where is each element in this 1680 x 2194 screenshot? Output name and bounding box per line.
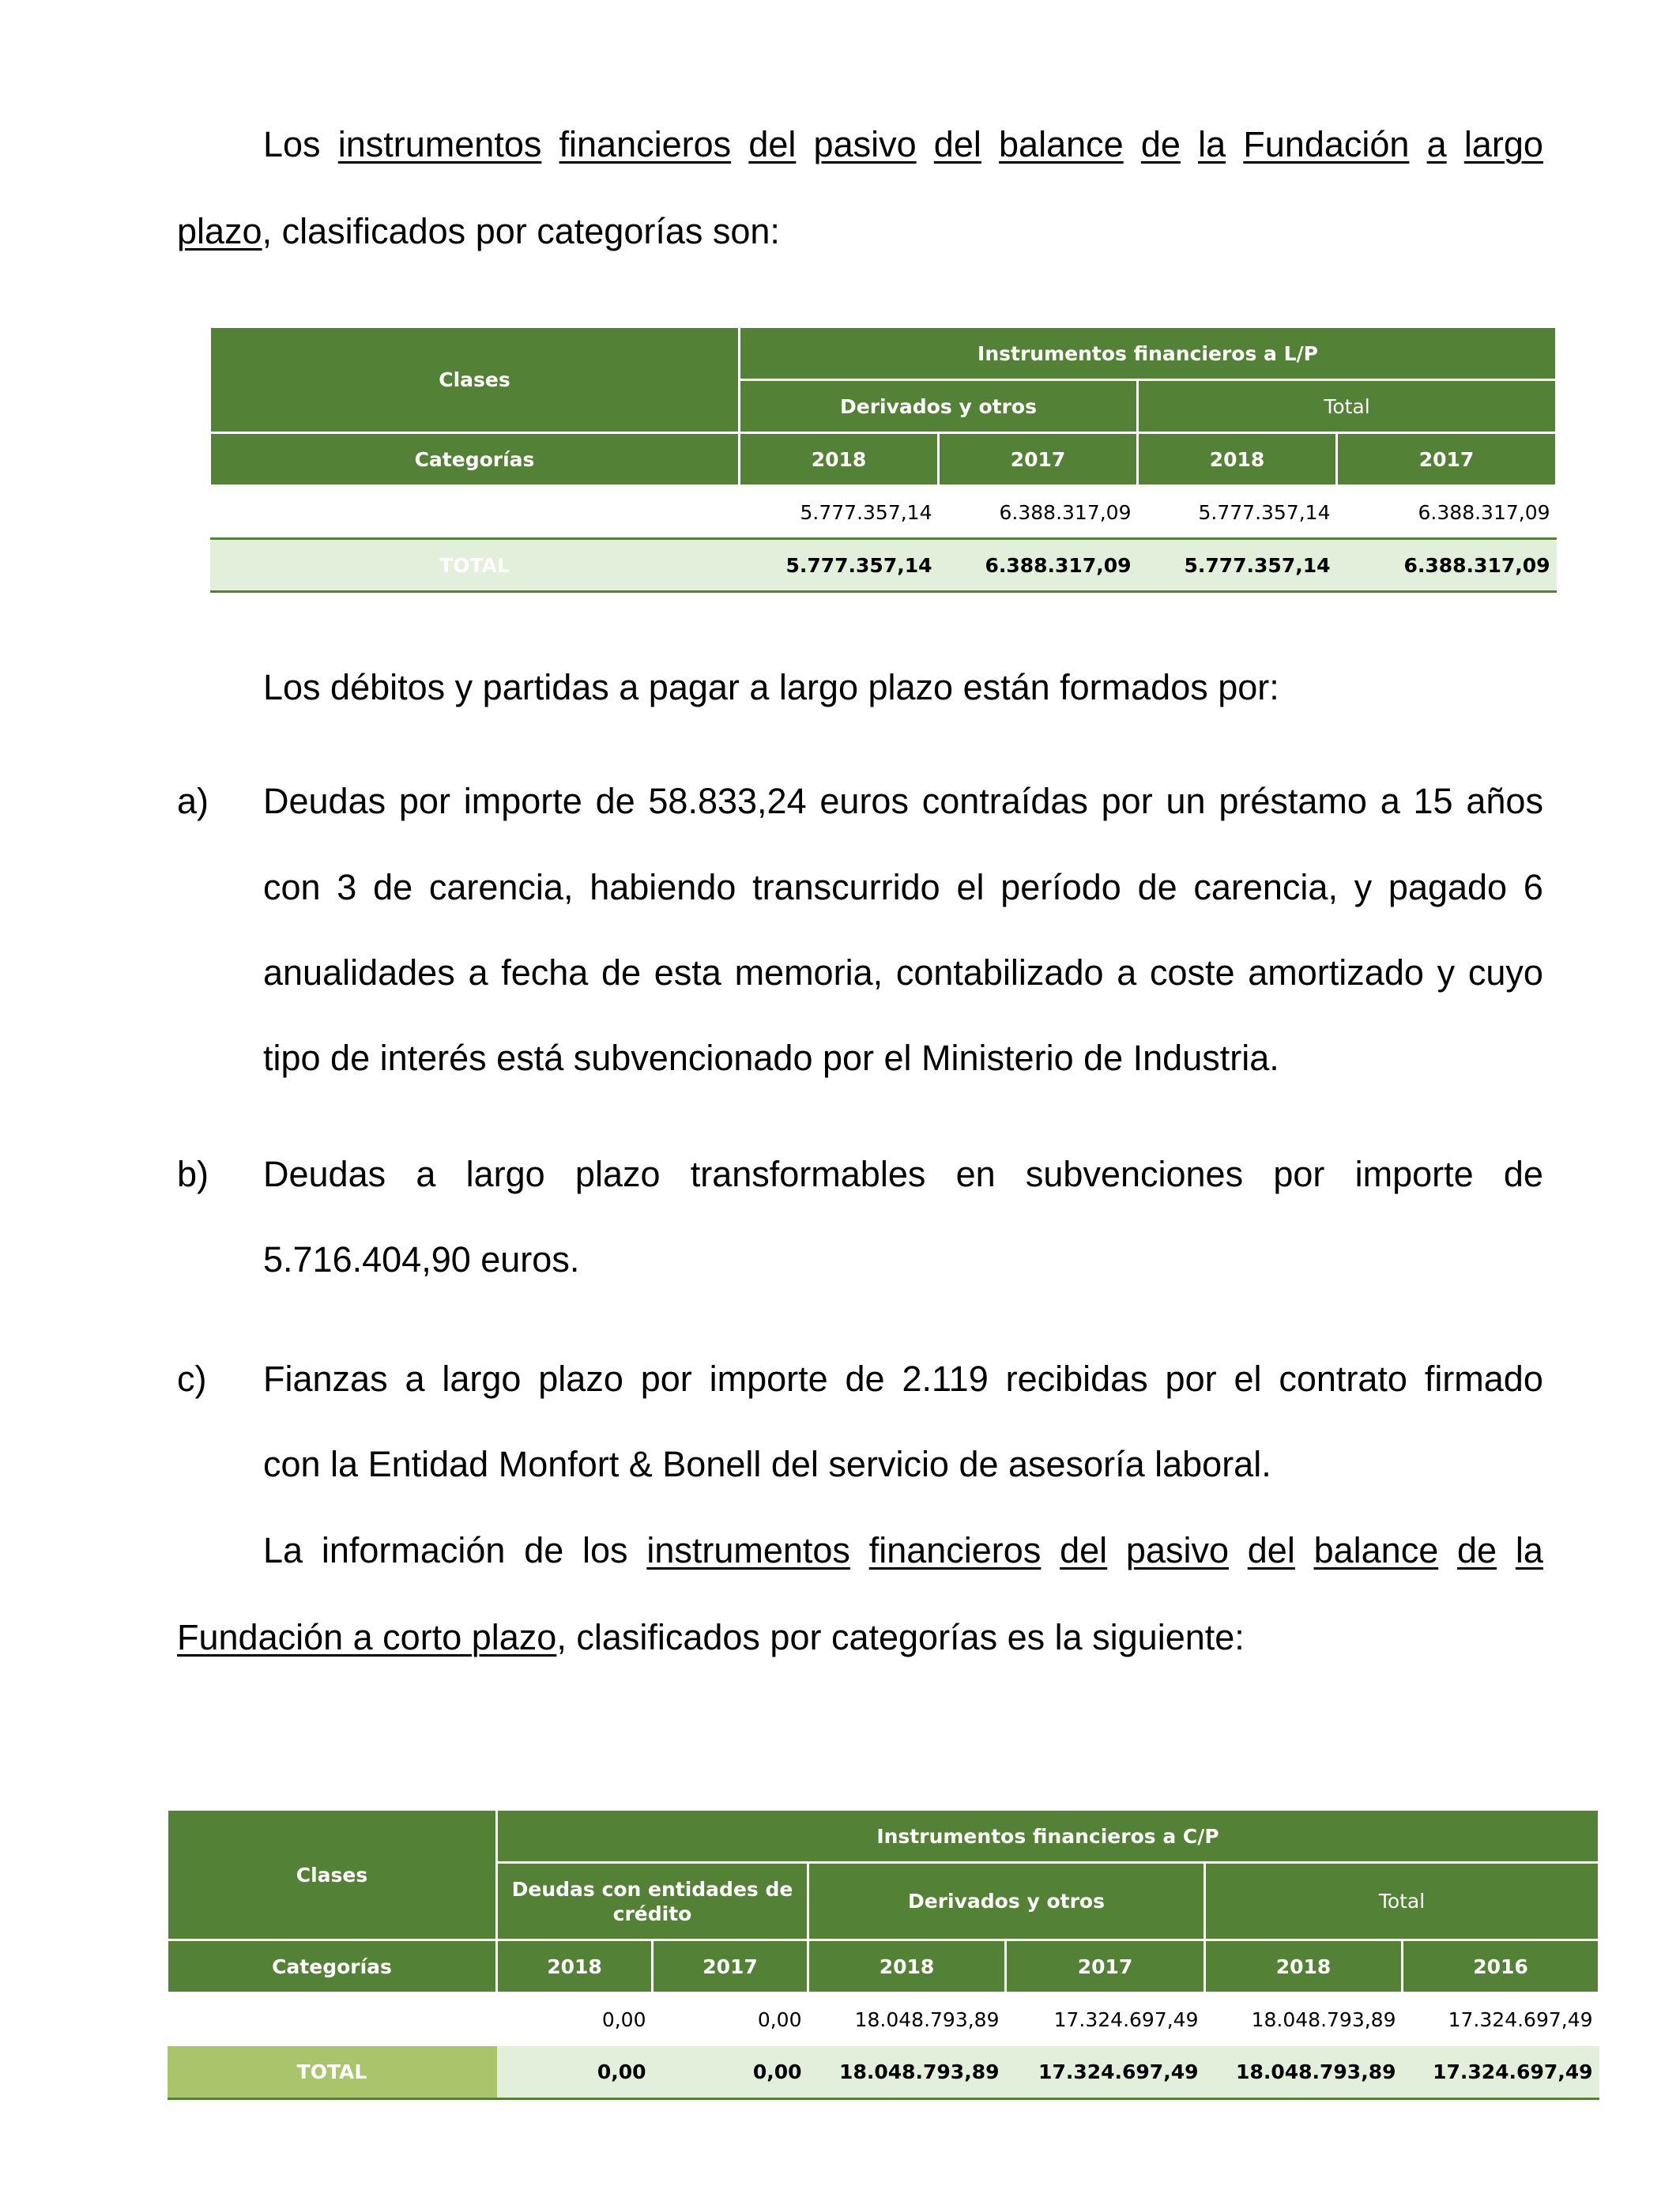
word: La (263, 1530, 303, 1570)
word: fecha (501, 952, 589, 993)
word: coste (1149, 952, 1235, 993)
word: Deudas (263, 1154, 386, 1194)
table-lp-group-title: Instrumentos financieros a L/P (740, 327, 1557, 380)
table-cell: 5.777.357,14 (1138, 486, 1337, 539)
word: carencia, (428, 867, 574, 907)
item-b-marker: b) (177, 1154, 209, 1194)
table-cell: 0,00 (757, 2008, 802, 2032)
table-cell: 18.048.793,89 (808, 2046, 1006, 2099)
table-cp (166, 1808, 1600, 2100)
word: Deudas (263, 781, 386, 821)
table-cell: 6.388.317,09 (939, 539, 1138, 592)
word: de (524, 1530, 564, 1570)
word: subvenciones (1025, 1154, 1244, 1194)
word: a (468, 952, 488, 993)
table-lp-clases: Clases (210, 327, 740, 433)
word: de (595, 781, 635, 821)
word: habiendo (590, 867, 736, 907)
word: pasivo (1125, 1530, 1229, 1570)
table-cell: 18.048.793,89 (1205, 2046, 1403, 2099)
table-cell: 0,00 (601, 2008, 646, 2032)
word: y (1354, 867, 1373, 907)
word: contraídas (921, 781, 1088, 821)
table-cp-year: 2018 (808, 1940, 1006, 1993)
table-cell: 17.324.697,49 (1006, 2046, 1205, 2099)
table-cp-total-label: TOTAL (168, 2046, 497, 2099)
table-cp-year: 2016 (1403, 1940, 1599, 1993)
item-a-line4: tipo de interés está subvencionado por el Ministerio de Industria. (263, 1038, 1279, 1078)
word: de (1137, 867, 1177, 907)
word: a (416, 1154, 436, 1194)
table-lp-year: 2017 (939, 433, 1138, 486)
word: transformables (690, 1154, 926, 1194)
table-lp-row-label (210, 486, 740, 539)
table-cell: 18.048.793,89 (854, 2008, 1000, 2032)
word: y (1437, 952, 1456, 993)
word: memoria, (734, 952, 883, 993)
table-total-row (168, 2046, 1599, 2099)
table-cell: 6.388.317,09 (1337, 486, 1557, 539)
table-cp-col-deudas: Deudas con entidades de crédito (497, 1863, 808, 1940)
word: a (1426, 124, 1447, 164)
word: por (1165, 1359, 1217, 1399)
word: largo (465, 1154, 545, 1194)
word: contrato (1279, 1359, 1407, 1399)
intro-lp-underlined: plazo (177, 211, 262, 251)
word: importe (1354, 1154, 1474, 1194)
word: largo (1463, 124, 1543, 164)
word: del (1060, 1530, 1108, 1570)
word: años (1466, 781, 1543, 821)
table-cell: 17.324.697,49 (1448, 2008, 1593, 2032)
word: anualidades (263, 952, 455, 993)
word: 58.833,24 (648, 781, 807, 821)
intro-cp-line2 (177, 1619, 1245, 1655)
word: pasivo (813, 124, 917, 164)
word: del (748, 124, 797, 164)
table-cell: 6.388.317,09 (1337, 539, 1557, 592)
word: en (955, 1154, 996, 1194)
word: euros (819, 781, 909, 821)
table-cell: 5.777.357,14 (740, 486, 939, 539)
table-cell: 18.048.793,89 (1251, 2008, 1396, 2032)
table-cell: 0,00 (497, 2046, 653, 2099)
table-total-row (210, 539, 1557, 592)
word: a (1380, 781, 1400, 821)
word: balance (1313, 1530, 1439, 1570)
word: la (1515, 1530, 1543, 1570)
word: por (398, 781, 450, 821)
intro-cp-line1 (263, 1532, 1543, 1568)
debitos-intro: Los débitos y partidas a pagar a largo plazo están formados por: (263, 667, 1279, 707)
word: firmado (1424, 1359, 1543, 1399)
intro-lp-rest: , clasificados por categorías son: (262, 211, 780, 251)
word: balance (999, 124, 1124, 164)
table-cp-row-label (168, 1993, 497, 2046)
word: Fundación (1243, 124, 1410, 164)
item-c-line2: con la Entidad Monfort & Bonell del servicio de asesoría laboral. (263, 1444, 1271, 1484)
word: instrumentos (646, 1530, 850, 1570)
word: plazo (538, 1359, 623, 1399)
word: Los (263, 124, 321, 164)
table-cp-col-total: Total (1205, 1863, 1599, 1940)
table-cp-year: 2018 (497, 1940, 653, 1993)
word: carencia, (1193, 867, 1338, 907)
word: pagado (1388, 867, 1508, 907)
table-lp-col-derivados: Derivados y otros (740, 380, 1138, 433)
table-lp-categorias: Categorías (210, 433, 740, 486)
item-a-line1 (263, 783, 1543, 819)
table-cell: 6.388.317,09 (939, 486, 1138, 539)
intro-lp-line2 (177, 213, 780, 249)
word: del (1247, 1530, 1295, 1570)
table-cp-clases: Clases (168, 1810, 497, 1940)
word: financieros (868, 1530, 1042, 1570)
table-lp-total-label: TOTAL (210, 539, 740, 592)
word: de (1457, 1530, 1497, 1570)
word: período (1000, 867, 1121, 907)
item-b-line2: 5.716.404,90 euros. (263, 1239, 580, 1280)
word: préstamo (1219, 781, 1367, 821)
table-cp-col-derivados: Derivados y otros (808, 1863, 1205, 1940)
word: con (263, 867, 321, 907)
word: un (1166, 781, 1206, 821)
word: por (1273, 1154, 1325, 1194)
word: 15 (1413, 781, 1453, 821)
word: plazo (574, 1154, 661, 1194)
item-b-line1 (263, 1156, 1543, 1192)
item-c-line1 (263, 1361, 1543, 1397)
item-a-marker: a) (177, 781, 209, 821)
intro-cp-rest: , clasificados por categorías es la siguiente: (556, 1617, 1245, 1657)
table-cp-group-title: Instrumentos financieros a C/P (497, 1810, 1599, 1863)
table-cp-year: 2018 (1205, 1940, 1403, 1993)
table-row (168, 1993, 1599, 2046)
word: importe (709, 1359, 828, 1399)
word: la (1198, 124, 1226, 164)
word: Fianzas (263, 1359, 388, 1399)
table-cp-year: 2017 (653, 1940, 808, 1993)
word: esta (654, 952, 721, 993)
item-a-line3 (263, 952, 1543, 993)
word: de (601, 952, 642, 993)
word: por (1101, 781, 1153, 821)
table-cell: 0,00 (653, 2046, 808, 2099)
word: de (1140, 124, 1181, 164)
word: amortizado (1248, 952, 1424, 993)
word: 3 (337, 867, 357, 907)
table-row (210, 486, 1557, 539)
word: financieros (559, 124, 732, 164)
word: por (640, 1359, 692, 1399)
word: a (1117, 952, 1137, 993)
table-cell: 17.324.697,49 (1403, 2046, 1599, 2099)
word: el (956, 867, 985, 907)
word: información (321, 1530, 506, 1570)
word: transcurrido (752, 867, 940, 907)
table-cp-year: 2017 (1006, 1940, 1205, 1993)
table-lp (209, 326, 1558, 593)
item-c-marker: c) (177, 1359, 207, 1399)
intro-cp-underlined: Fundación a corto plazo (177, 1617, 557, 1657)
word: contabilizado (895, 952, 1104, 993)
table-lp-col-total: Total (1138, 380, 1557, 433)
word: 2.119 (902, 1359, 989, 1399)
word: los (582, 1530, 628, 1570)
intro-lp-line1 (263, 126, 1543, 162)
word: de (845, 1359, 885, 1399)
word: el (1234, 1359, 1262, 1399)
word: a (405, 1359, 425, 1399)
word: de (1503, 1154, 1543, 1194)
table-lp-year: 2017 (1337, 433, 1557, 486)
word: largo (442, 1359, 522, 1399)
table-cp-categorias: Categorías (168, 1940, 497, 1993)
table-cell: 17.324.697,49 (1053, 2008, 1199, 2032)
word: cuyo (1467, 952, 1543, 993)
word: del (933, 124, 981, 164)
table-cell: 5.777.357,14 (1138, 539, 1337, 592)
item-a-line2 (263, 869, 1543, 905)
word: instrumentos (337, 124, 542, 164)
word: recibidas (1005, 1359, 1148, 1399)
word: importe (463, 781, 582, 821)
table-lp-year: 2018 (740, 433, 939, 486)
word: 6 (1523, 867, 1543, 907)
word: de (373, 867, 413, 907)
table-cell: 5.777.357,14 (740, 539, 939, 592)
table-lp-year: 2018 (1138, 433, 1337, 486)
